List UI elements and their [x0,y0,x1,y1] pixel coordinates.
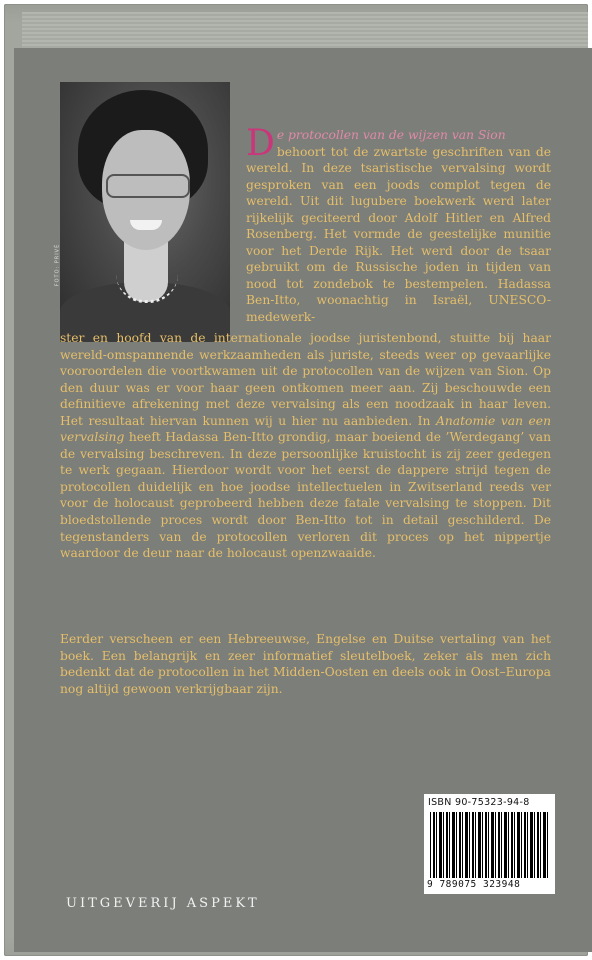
publisher-name: UITGEVERIJ ASPEKT [66,896,260,911]
page-block-edge [22,12,588,49]
author-photo [54,82,230,329]
drop-cap: D [246,123,275,164]
body-part1: ster en hoofd van de internationale joodse juristenbond, stuitte bij haar wereld-omspannende werkzaamheden als juriste, steeds weer op gevaarlijke vooroordelen die voortkwamen uit de protocollen van de wijzen van Sion. Op den duur was er voor haar geen ontkomen meer aan. Zij beschouwde een definitieve afrekening met deze vervalsing als een noodzaak in haar leven. Het resultaat hiervan kunnen wij u hier nu aanbieden. In [60,331,551,428]
book-title-protocollen: e protocollen van de wijzen van Sion [276,128,506,142]
isbn-text: ISBN 90-75323-94-8 [428,797,530,808]
blurb-body [60,330,551,562]
barcode-label [424,794,555,894]
blurb-closing: Eerder verscheen er een Hebreeuwse, Engelse en Duitse vertaling van het boek. Een belangrijk en zeer informatief sleutelboek, zeker als men zich bedenkt dat de protocollen in het Midden-Oosten en deels ook in Oost–Europa nog altijd gewoon verkrijgbaar zijn. [60,632,551,696]
barcode [430,812,549,878]
barcode-number: 9 789075 323948 [427,879,521,890]
intro-text: behoort tot de zwartste geschriften van de wereld. In deze tsaristische vervalsing wordt gesproken van een joods complot tegen de wereld. Uit dit lugubere boekwerk werd later rijkelijk geciteerd door Adolf Hitler en Alfred Rosenberg. Het vormde de geestelijke munitie voor het Derde Rijk. Het werd door de tsaar gebruikt om de Russische joden in tijden van nood tot zondebok te bestempelen. Hadassa Ben-Itto, woonachtig in Israël, UNESCO-medewerk- [246,144,551,325]
book-title-anatomie: Anatomie van een vervalsing [60,413,552,445]
blurb-intro [246,123,551,326]
body-part2: heeft Hadassa Ben-Itto grondig, maar boeiend de ’Werdegang’ van de vervalsing beschreven. In deze persoonlijke kruistocht is zij zeer gedegen te werk gegaan. Hierdoor wordt voor het eerst de dappere strijd tegen de protocollen duidelijk en hoe joodse intellectuelen in Zwitserland reeds ver voor de holocaust geprobeerd hebben deze fatale vervalsing te stoppen. Dit bloedstollende proces wordt door Ben-Itto tot in detail geschilderd. De tegenstanders van de protocollen verloren dit proces op het nippertje waardoor de deur naar de holocaust openzwaaide. [60,430,551,561]
photo-credit: FOTO: PRIVÉ [54,243,61,287]
